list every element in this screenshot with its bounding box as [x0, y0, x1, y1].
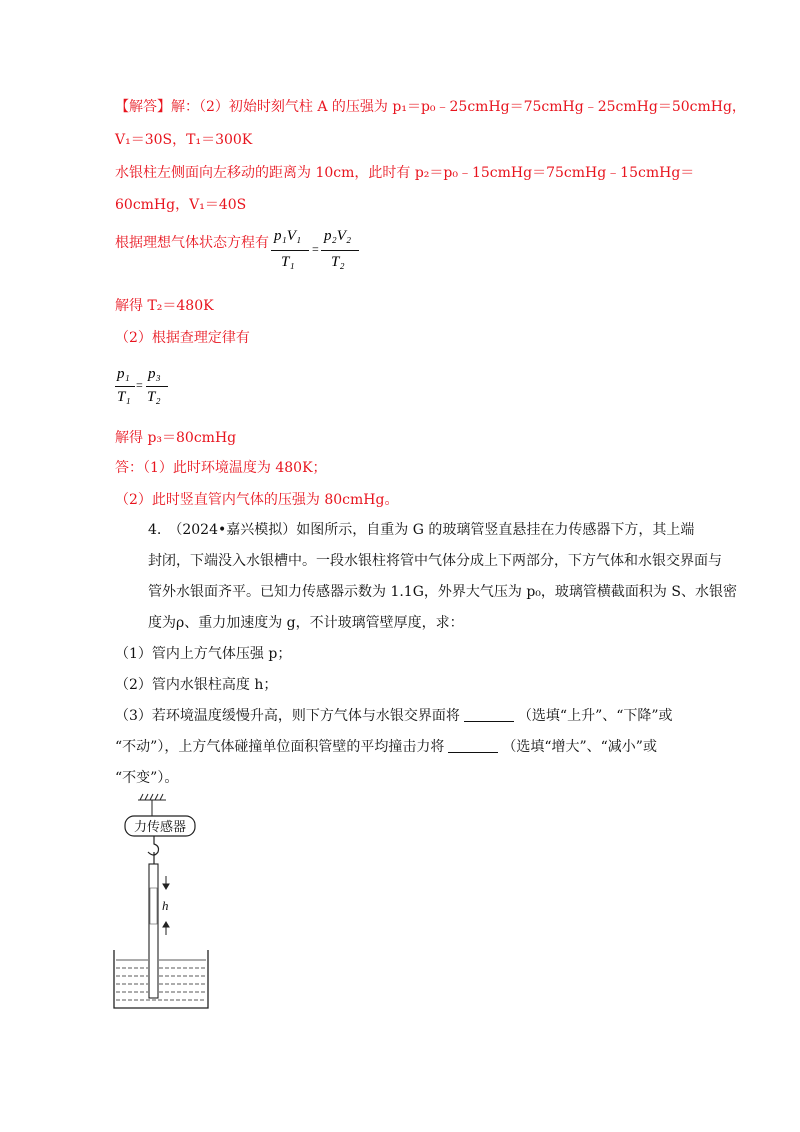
ceiling-support	[138, 794, 166, 816]
question-3-part-c: “不动”），上方气体碰撞单位面积管壁的平均撞击力将	[115, 739, 445, 755]
answer-blank-1[interactable]	[464, 707, 514, 722]
eq2-denominator-2: T₂	[147, 389, 161, 405]
mercury-column	[150, 888, 157, 924]
apparatus-figure	[108, 790, 218, 1012]
eq2-numerator-1: p₁	[117, 366, 130, 382]
eq2-numerator-2: p₃	[148, 366, 161, 382]
mercury-tank	[114, 950, 208, 1008]
eq2-denominator-1: T₁	[117, 389, 131, 405]
problem-line-2: 封闭，下端没入水银槽中。一段水银柱将管中气体分成上下两部分，下方气体和水银交界面与	[148, 553, 722, 569]
question-3-line-3: “不变”）。	[115, 770, 179, 786]
glass-tube	[149, 864, 158, 998]
solution-line-9: 答：（1）此时环境温度为 480K；	[115, 460, 327, 476]
answer-blank-2[interactable]	[448, 738, 498, 753]
eq2-fraction-bar-2	[146, 386, 168, 387]
eq1-denominator-1: T₁	[281, 254, 295, 270]
question-2: （2）管内水银柱高度 h；	[115, 677, 278, 693]
eq1-denominator-2: T₂	[331, 254, 345, 270]
eq1-numerator-2: p₂V₂	[324, 228, 352, 244]
h-label: h	[162, 898, 169, 913]
solution-line-10: （2）此时竖直管内气体的压强为 80cmHg。	[115, 492, 399, 508]
force-sensor-label: 力传感器	[133, 820, 187, 835]
question-3-part-b: （选填“上升”、“下降”或	[517, 708, 673, 724]
solution-line-8: 解得 p₃＝80cmHg	[115, 430, 237, 446]
problem-line-3: 管外水银面齐平。已知力传感器示数为 1.1G，外界大气压为 p₀，玻璃管横截面积为 S、水银密	[148, 584, 737, 600]
eq1-fraction-bar-2	[321, 250, 359, 251]
hook	[148, 836, 159, 855]
eq2-fraction-bar-1	[115, 386, 135, 387]
question-3-part-a: （3）若环境温度缓慢升高，则下方气体与水银交界面将	[115, 708, 460, 724]
solution-line-2: V₁＝30S，T₁＝300K	[115, 132, 253, 148]
eq2-equals: =	[136, 378, 143, 392]
solution-line-3: 水银柱左侧面向左移动的距离为 10cm，此时有 p₂＝p₀﹣15cmHg＝75cmHg﹣15cmHg＝	[115, 165, 695, 181]
solution-line-4: 60cmHg，V₁＝40S	[115, 197, 247, 213]
question-3-part-d: （选填“增大”、“减小”或	[502, 739, 657, 755]
question-3-line-2	[115, 737, 657, 757]
eq1-numerator-1: p₁V₁	[274, 228, 302, 244]
solution-line-1: 【解答】解：（2）初始时刻气柱 A 的压强为 p₁＝p₀﹣25cmHg＝75cmHg﹣25cmHg＝50cmHg，	[115, 99, 746, 115]
solution-line-7: （2）根据查理定律有	[115, 330, 250, 346]
problem-line-4: 度为ρ、重力加速度为 g，不计玻璃管壁厚度，求：	[148, 615, 464, 631]
solution-line-6: 解得 T₂＝480K	[115, 298, 214, 314]
question-3-line-1	[115, 706, 673, 726]
eq1-equals: =	[312, 242, 319, 256]
problem-line-1: 4. （2024•嘉兴模拟）如图所示，自重为 G 的玻璃管竖直悬挂在力传感器下方，其上端	[148, 522, 695, 538]
question-1: （1）管内上方气体压强 p；	[115, 646, 292, 662]
eq1-fraction-bar-1	[271, 250, 309, 251]
solution-line-5: 根据理想气体状态方程有	[115, 235, 269, 251]
